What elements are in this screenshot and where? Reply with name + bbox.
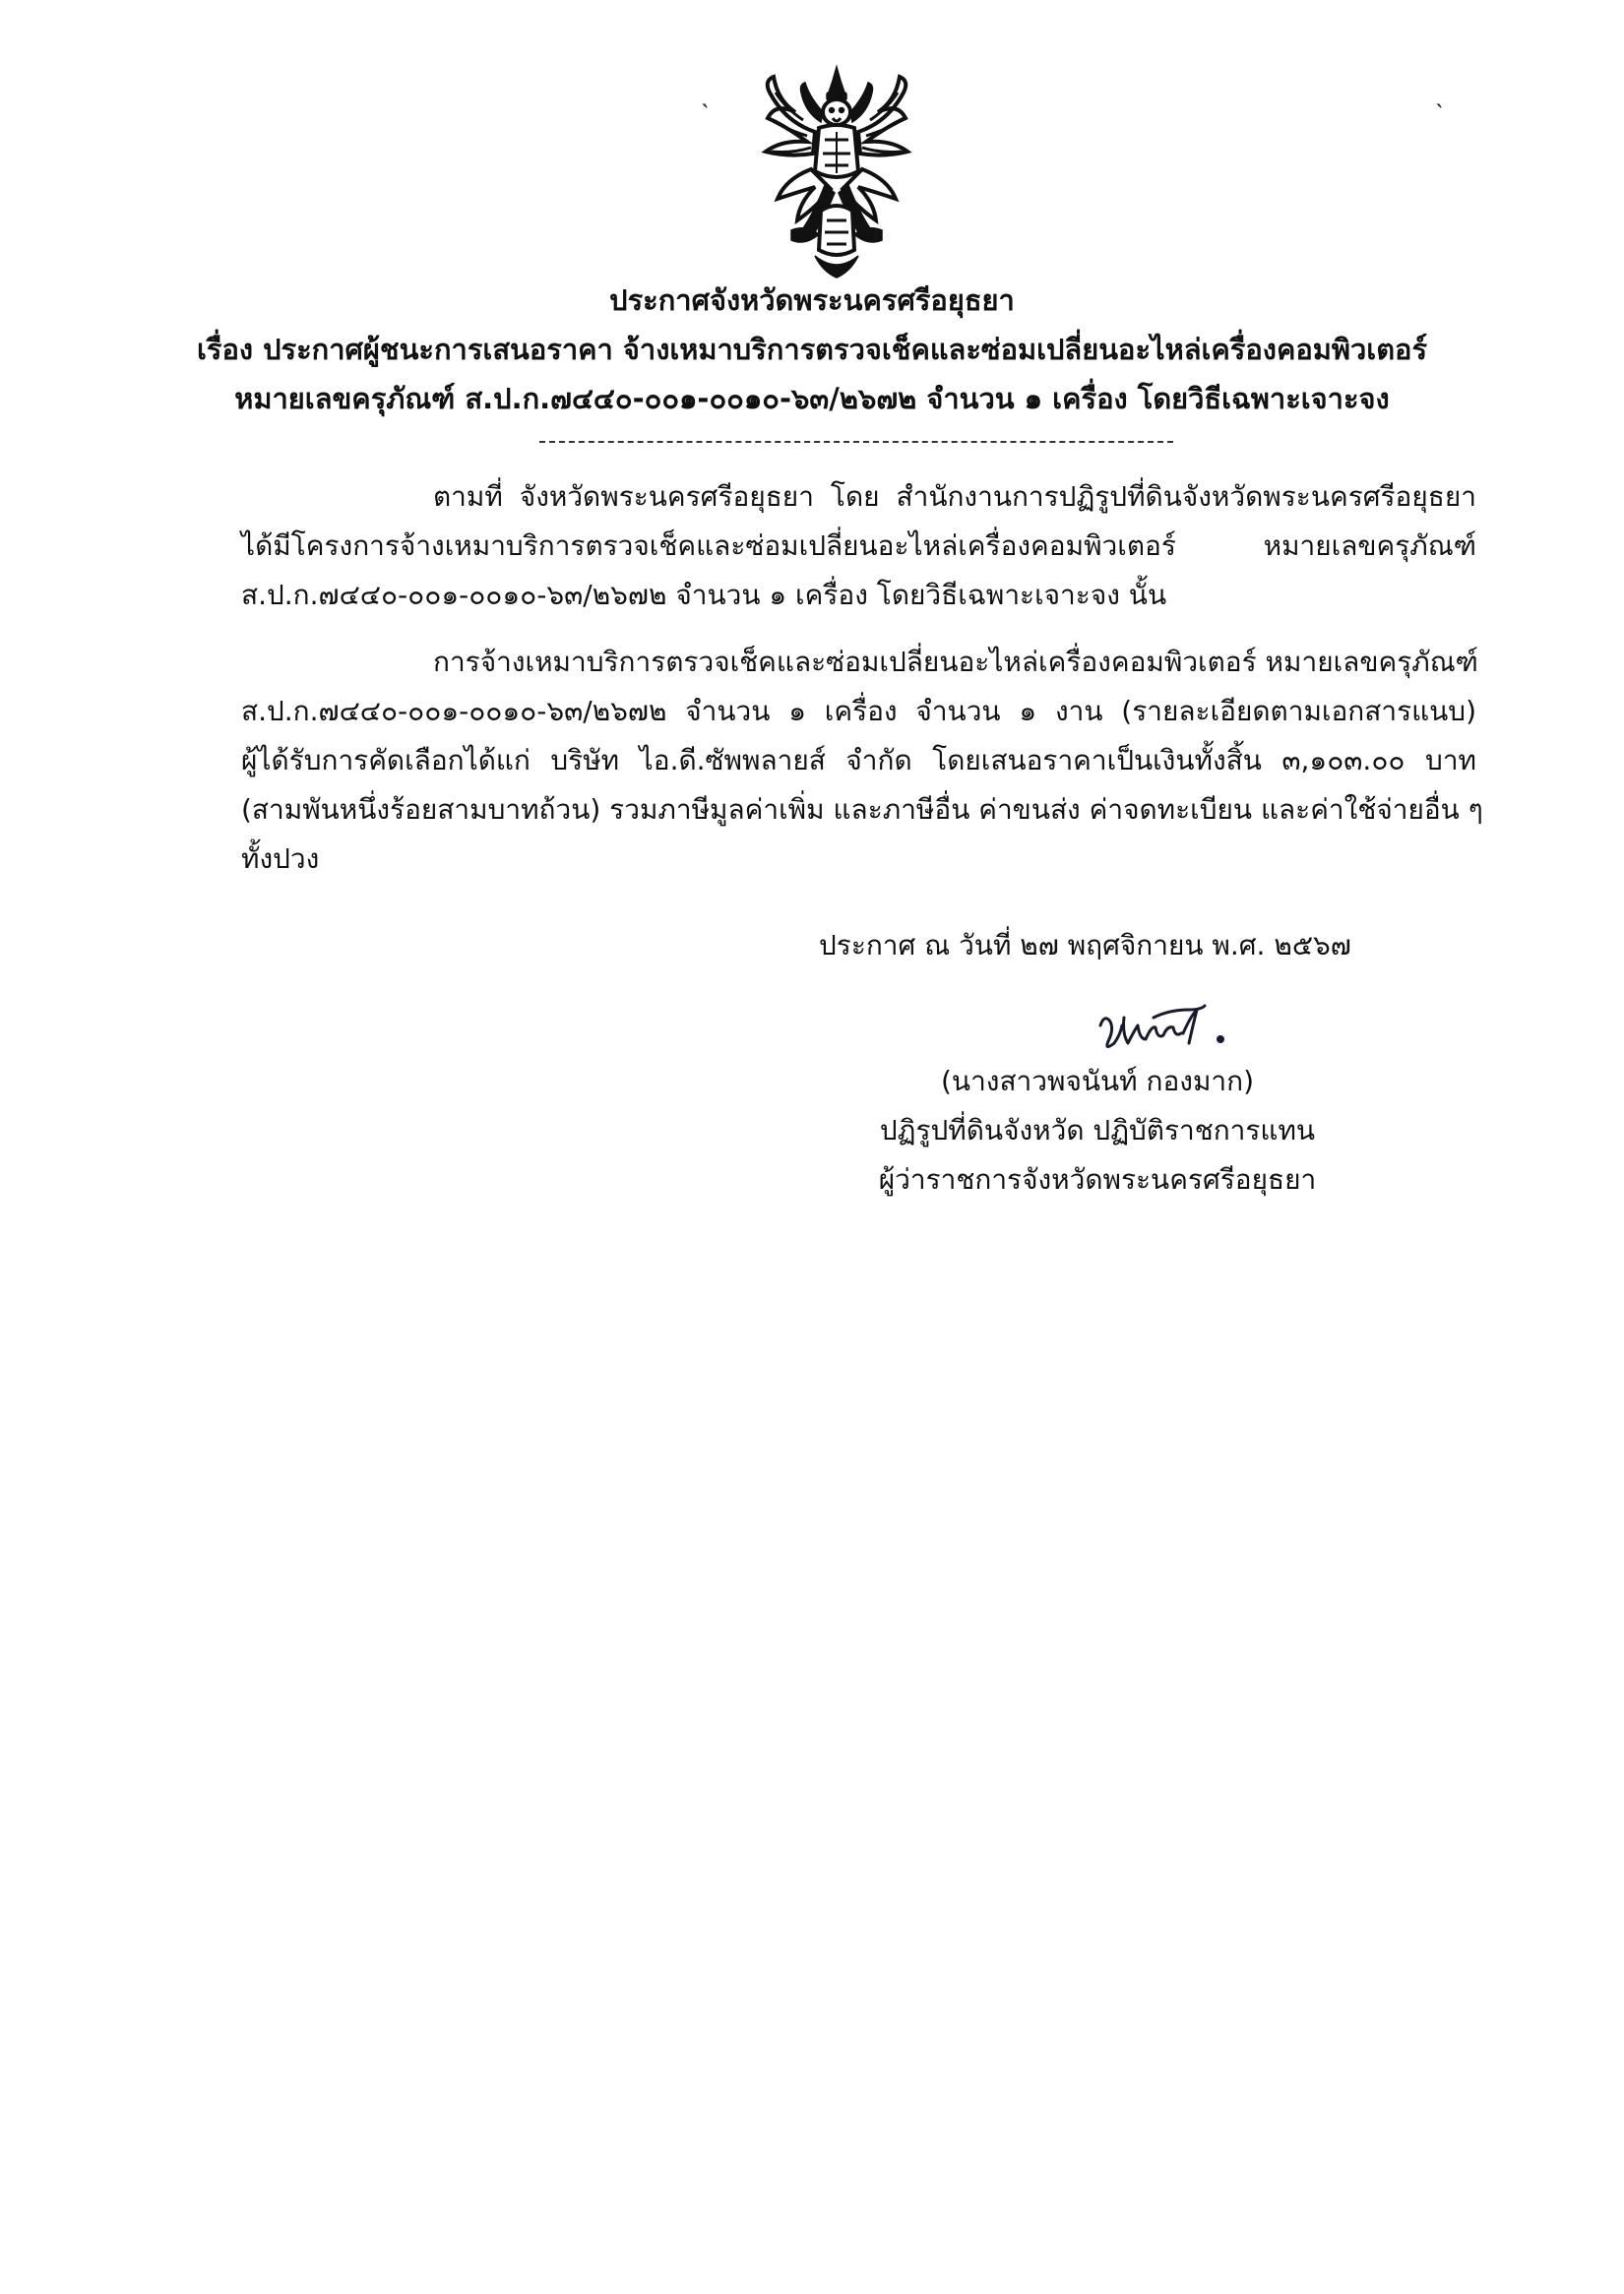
signer-position: ปฏิรูปที่ดินจังหวัด ปฏิบัติราชการแทน — [879, 1114, 1316, 1147]
para1-line: ส.ป.ก.๗๔๔๐-๐๐๑-๐๐๑๐-๖๓/๒๖๗๒ จำนวน ๑ เครื่อง โดยวิธีเฉพาะเจาะจง นั้น — [241, 579, 1167, 611]
announcement-title: ประกาศจังหวัดพระนครศรีอยุธยา — [609, 283, 1015, 317]
garuda-emblem-icon — [756, 63, 917, 279]
para2-line: ส.ป.ก.๗๔๔๐-๐๐๑-๐๐๑๐-๖๓/๒๖๗๒ จำนวน ๑ เครื่อง จำนวน ๑ งาน (รายละเอียดตามเอกสารแนบ) — [241, 695, 1476, 727]
corner-mark-left: ˴ — [701, 89, 710, 118]
para1-line: ตามที่ จังหวัดพระนครศรีอยุธยา โดย สำนักงานการปฏิรูปที่ดินจังหวัดพระนครศรีอยุธยา — [433, 480, 1476, 513]
para2-line: (สามพันหนึ่งร้อยสามบาทถ้วน) รวมภาษีมูลค่าเพิ่ม และภาษีอื่น ค่าขนส่ง ค่าจดทะเบียน และค่าใช้จ่ายอื่น ๆ — [241, 793, 1483, 826]
announcement-date: ประกาศ ณ วันที่ ๒๗ พฤศจิกายน พ.ศ. ๒๕๖๗ — [819, 929, 1351, 961]
corner-mark-right: ˴ — [1435, 89, 1444, 118]
signer-position: ผู้ว่าราชการจังหวัดพระนครศรีอยุธยา — [878, 1163, 1317, 1196]
signature-icon — [1094, 996, 1242, 1065]
subject-line-2: หมายเลขครุภัณฑ์ ส.ป.ก.๗๔๔๐-๐๐๑-๐๐๑๐-๖๓/๒๖๗๒ จำนวน ๑ เครื่อง โดยวิธีเฉพาะเจาะจง — [234, 382, 1390, 415]
para1-line: ได้มีโครงการจ้างเหมาบริการตรวจเช็คและซ่อมเปลี่ยนอะไหล่เครื่องคอมพิวเตอร์ หมายเลขครุภัณฑ์ — [241, 529, 1476, 562]
para2-line: ผู้ได้รับการคัดเลือกได้แก่ บริษัท ไอ.ดี.ซัพพลายส์ จำกัด โดยเสนอราคาเป็นเงินทั้งสิ้น ๓,๑๐๓.๐๐ บาท — [241, 744, 1476, 776]
para2-line: ทั้งปวง — [241, 842, 320, 875]
divider — [539, 441, 1173, 443]
subject-line-1: เรื่อง ประกาศผู้ชนะการเสนอราคา จ้างเหมาบริการตรวจเช็คและซ่อมเปลี่ยนอะไหล่เครื่องคอมพิวเตอร์ — [196, 333, 1428, 366]
signer-name: (นางสาวพจนันท์ กองมาก) — [941, 1065, 1254, 1097]
para2-line: การจ้างเหมาบริการตรวจเช็คและซ่อมเปลี่ยนอะไหล่เครื่องคอมพิวเตอร์ หมายเลขครุภัณฑ์ — [433, 646, 1478, 678]
